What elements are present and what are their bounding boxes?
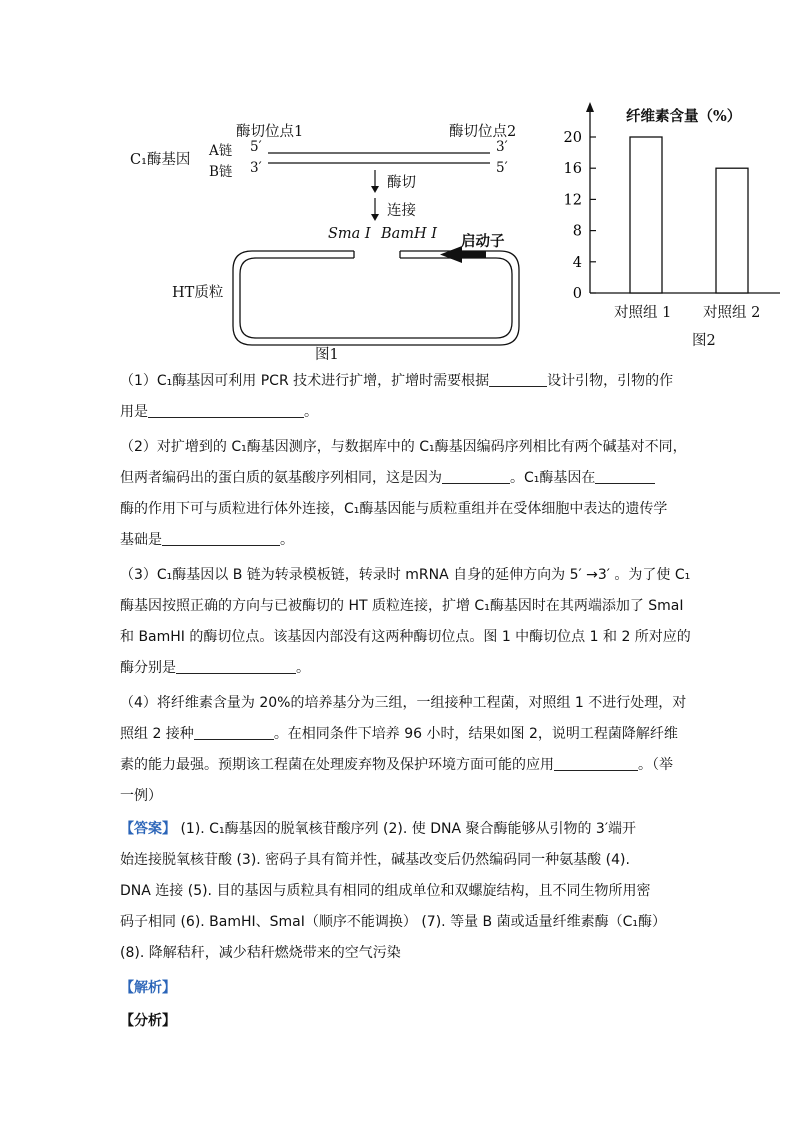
question-block: [120, 366, 691, 1037]
plasmid-label: HT质粒: [172, 285, 224, 301]
gene-label: C₁酶基因: [130, 152, 191, 168]
q1-line2: 用是 。: [120, 404, 318, 420]
bam-enzyme-label: BamH Ⅰ: [381, 226, 438, 242]
category-label-1: 对照组 1: [614, 305, 672, 321]
y-tick-label-4: 4: [572, 254, 582, 271]
q2-blank-1[interactable]: [442, 469, 510, 484]
q3-line3: 和 BamHI 的酶切位点。该基因内部没有这两种酶切位点。图 1 中酶切位点 1 和 2 所对应的: [120, 629, 691, 645]
q3-line1: （3）C₁酶基因以 B 链为转录模板链，转录时 mRNA 自身的延伸方向为 5′ →3′ 。为了使 C₁: [120, 567, 691, 583]
figure1-caption: 图1: [315, 347, 339, 363]
site2-label: 酶切位点2: [449, 124, 517, 140]
q1-line1: （1）C₁酶基因可利用 PCR 技术进行扩增，扩增时需要根据 设计引物，引物的作: [120, 373, 674, 389]
q4-line4: 一例）: [120, 788, 162, 804]
y-tick-label-16: 16: [563, 161, 582, 178]
bar-2: [716, 168, 748, 293]
q1-blank-1[interactable]: [489, 372, 547, 387]
q1-blank-2[interactable]: [148, 403, 304, 418]
q4-line2: 照组 2 接种 。在相同条件下培养 96 小时，结果如图 2，说明工程菌降解纤维: [120, 726, 678, 742]
y-tick-label-20: 20: [563, 130, 582, 146]
strand-a-3prime: 3′: [496, 139, 508, 155]
answer-line4: 码子相同 (6). BamHI、SmaI（顺序不能调换） (7). 等量 B 菌或适量纤维素酶（C₁酶）: [120, 914, 666, 930]
answer-line1: 【答案】 (1). C₁酶基因的脱氧核苷酸序列 (2). 使 DNA 聚合酶能够从引物的 3′端开: [120, 821, 637, 837]
q2-line1: （2）对扩增到的 C₁酶基因测序，与数据库中的 C₁酶基因编码序列相比有两个碱基对不同，: [120, 439, 687, 455]
strand-a-label: A链: [209, 143, 233, 159]
y-tick-label-8: 8: [572, 223, 582, 240]
q4-blank-1[interactable]: [194, 725, 274, 740]
q2-line4: 基础是 。: [120, 532, 294, 548]
q2-line3: 酶的作用下可与质粒进行体外连接，C₁酶基因能与质粒重组并在受体细胞中表达的遗传学: [120, 501, 668, 517]
q3-line4: 酶分别是 。: [120, 660, 310, 676]
q4-blank-2[interactable]: [554, 756, 638, 771]
step-ligate-label: 连接: [387, 203, 416, 219]
answer-tag: 【答案】: [120, 821, 176, 837]
category-label-2: 对照组 2: [703, 305, 761, 321]
figure2-caption: 图2: [692, 333, 716, 349]
fenxi-tag: 【分析】: [120, 1013, 176, 1029]
chart-title: 纤维素含量（%）: [626, 108, 742, 125]
strand-a-5prime: 5′: [250, 139, 262, 155]
strand-b-label: B链: [209, 164, 233, 180]
step-cut-label: 酶切: [387, 175, 416, 191]
answer-line2: 始连接脱氧核苷酸 (3). 密码子具有简并性，碱基改变后仍然编码同一种氨基酸 (4).: [120, 852, 630, 868]
y-axis-arrow-icon: [586, 102, 594, 112]
q4-line1: （4）将纤维素含量为 20%的培养基分为三组，一组接种工程菌，对照组 1 不进行处理，对: [120, 695, 687, 711]
q3-line2: 酶基因按照正确的方向与已被酶切的 HT 质粒连接，扩增 C₁酶基因时在其两端添加了 SmaI: [120, 598, 684, 614]
q4-line3: 素的能力最强。预期该工程菌在处理废弃物及保护环境方面可能的应用 。（举: [120, 757, 673, 773]
promoter-label: 启动子: [461, 233, 505, 250]
figure-2-chart: [0, 0, 794, 370]
site1-label: 酶切位点1: [236, 124, 304, 140]
q3-blank-1[interactable]: [176, 659, 296, 674]
strand-b-3prime: 3′: [250, 160, 262, 176]
q2-line2: 但两者编码出的蛋白质的氨基酸序列相同，这是因为 。C₁酶基因在: [120, 463, 680, 494]
analysis-tag: 【解析】: [120, 980, 176, 996]
sma-enzyme-label: Sma Ⅰ: [328, 226, 371, 242]
bar-1: [630, 137, 662, 293]
y-tick-label-0: 0: [572, 286, 582, 302]
q2-blank-2[interactable]: [595, 469, 655, 484]
y-tick-label-12: 12: [563, 192, 582, 209]
answer-line5: (8). 降解秸秆，减少秸秆燃烧带来的空气污染: [120, 945, 401, 961]
strand-b-5prime: 5′: [496, 160, 508, 176]
answer-line3: DNA 连接 (5). 目的基因与质粒具有相同的组成单位和双螺旋结构，且不同生物所用密: [120, 883, 651, 899]
q2-blank-3[interactable]: [162, 531, 280, 546]
